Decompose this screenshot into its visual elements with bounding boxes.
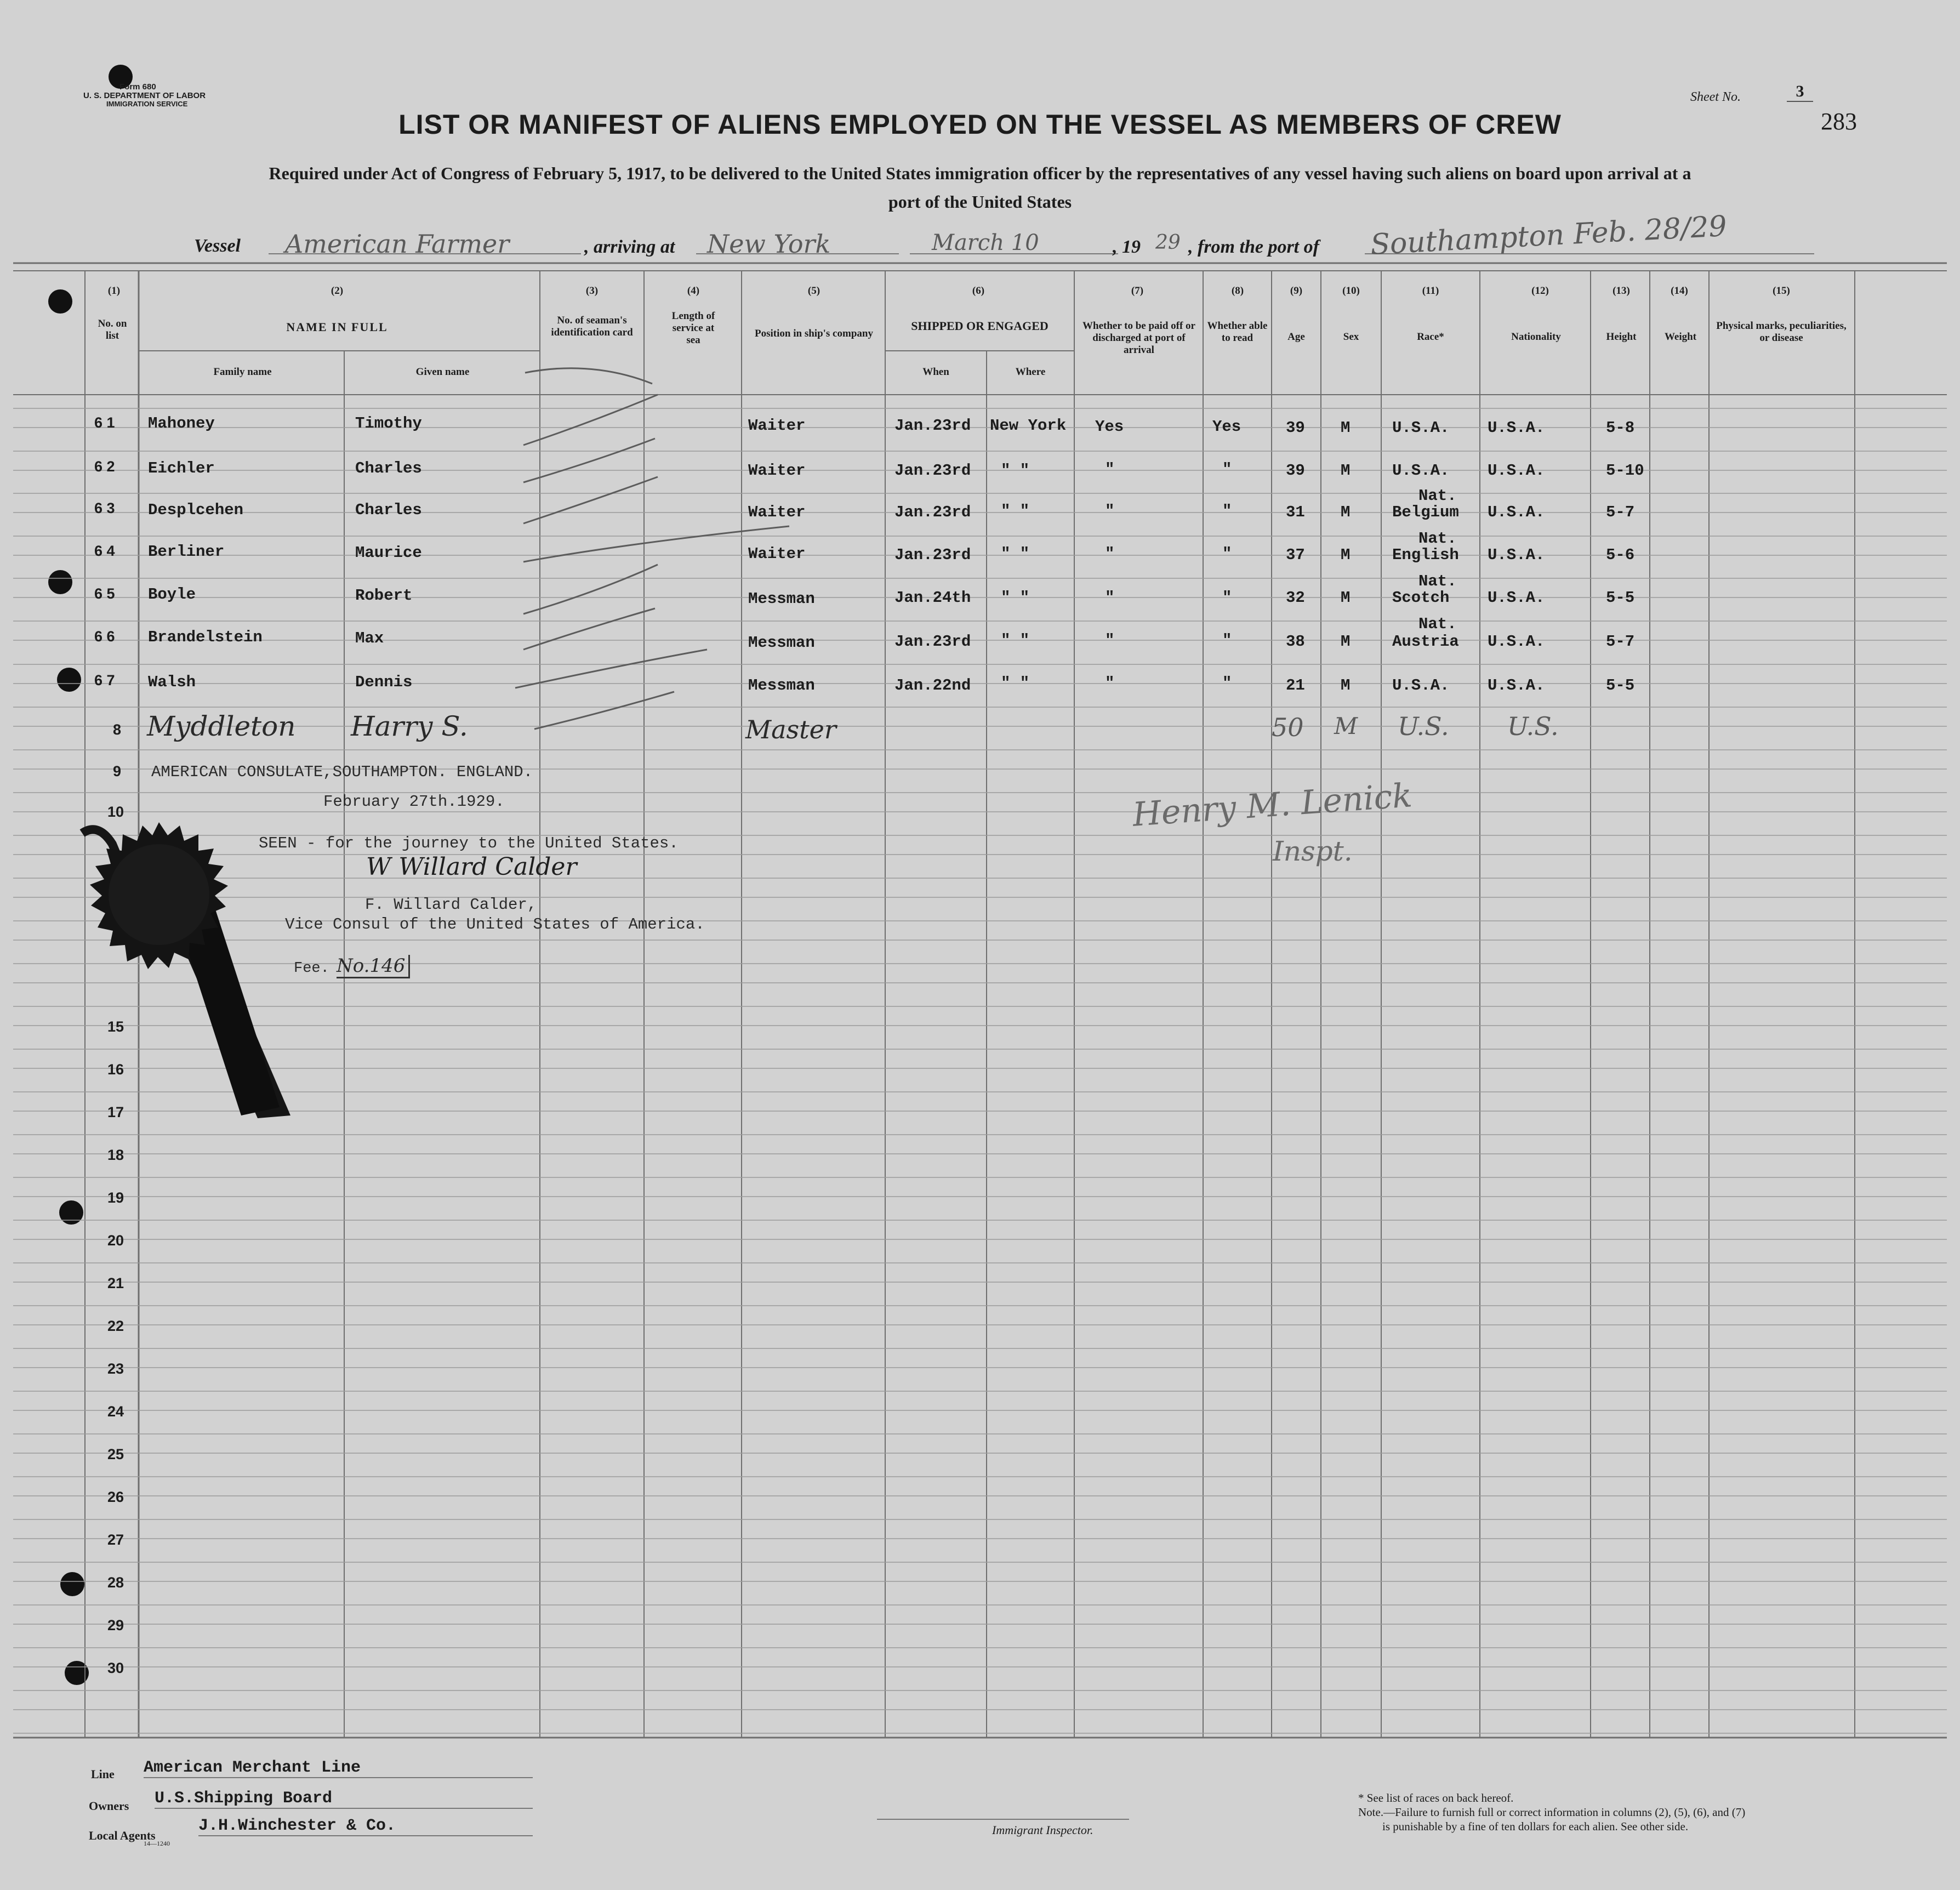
- nationality: U.S.A.: [1488, 676, 1545, 694]
- position: Messman: [748, 676, 815, 694]
- col-num-13: (13): [1613, 285, 1630, 297]
- master-nationality: U.S.: [1507, 711, 1559, 741]
- able-to-read: ": [1222, 631, 1232, 650]
- col-num-15: (15): [1773, 285, 1790, 297]
- year-prefix: , 19: [1113, 237, 1141, 257]
- col-num-4: (4): [687, 285, 700, 297]
- page-number: 283: [1821, 108, 1857, 135]
- arrival-date: March 10: [932, 230, 1039, 255]
- footer-owners-value: U.S.Shipping Board: [155, 1789, 533, 1809]
- sex: M: [1341, 462, 1351, 480]
- family-name: Brandelstein: [148, 628, 263, 646]
- subtitle-line-2: port of the United States: [888, 192, 1072, 212]
- line-number: 28: [107, 1574, 124, 1591]
- nationality: U.S.A.: [1488, 546, 1545, 564]
- family-name: Boyle: [148, 585, 196, 604]
- line-number: 16: [107, 1061, 124, 1078]
- height: 5-7: [1606, 633, 1635, 651]
- col-header-able-to-read: Whether able to read: [1207, 320, 1268, 344]
- family-name: Desplcehen: [148, 501, 244, 519]
- given-name: Timothy: [355, 414, 422, 432]
- able-to-read: ": [1222, 460, 1232, 479]
- master-sex: M: [1334, 713, 1358, 739]
- shipped-where: " ": [1001, 589, 1030, 607]
- shipped-when: Jan.23rd: [894, 462, 971, 480]
- paid-off: ": [1105, 674, 1115, 692]
- line-number: 15: [107, 1018, 124, 1035]
- given-name: Max: [355, 629, 384, 647]
- vessel-label: Vessel: [194, 236, 241, 256]
- sex: M: [1341, 589, 1351, 607]
- line-number: 27: [107, 1532, 124, 1548]
- vessel-name: American Farmer: [285, 229, 510, 259]
- fee-number: No.146: [337, 955, 410, 978]
- col-header-given-name: Given name: [415, 366, 470, 378]
- race: U.S.A.: [1392, 462, 1450, 480]
- paid-off: Yes: [1095, 418, 1124, 436]
- col-header-physical-marks: Physical marks, peculiarities, or disease: [1716, 320, 1847, 344]
- col-num-5: (5): [807, 285, 821, 297]
- shipped-where: " ": [1001, 545, 1030, 563]
- footer-line-label: Line: [91, 1767, 115, 1781]
- height: 5-5: [1606, 676, 1635, 694]
- line-number: 24: [107, 1403, 124, 1420]
- line-number: 30: [107, 1660, 124, 1676]
- race-note: Nat.: [1418, 572, 1457, 590]
- inspector-title: Inspt.: [1273, 835, 1353, 867]
- consul-title: Vice Consul of the United States of America.: [285, 915, 705, 933]
- height: 5-8: [1606, 419, 1635, 437]
- footer-line-value: American Merchant Line: [144, 1758, 533, 1778]
- col-header-id-card: No. of seaman's identification card: [551, 315, 633, 338]
- race: Belgium: [1392, 503, 1459, 521]
- sex: M: [1341, 633, 1351, 651]
- footer-agents-value: J.H.Winchester & Co.: [198, 1817, 533, 1836]
- given-name: Charles: [355, 501, 422, 519]
- position: Waiter: [748, 503, 806, 521]
- consulate-date: February 27th.1929.: [323, 793, 505, 811]
- line-number: 25: [107, 1446, 124, 1462]
- race: English: [1392, 546, 1459, 564]
- position: Waiter: [748, 545, 806, 563]
- age: 39: [1286, 419, 1305, 437]
- footer-note-1: * See list of races on back hereof.: [1358, 1791, 1514, 1804]
- paid-off: ": [1105, 460, 1115, 479]
- given-name: Robert: [355, 587, 413, 605]
- shipped-when: Jan.24th: [894, 589, 971, 607]
- col-num-3: (3): [585, 285, 599, 297]
- row-number: 6 5: [94, 585, 115, 602]
- nationality: U.S.A.: [1488, 589, 1545, 607]
- consulate-line: AMERICAN CONSULATE,SOUTHAMPTON. ENGLAND.: [151, 763, 533, 781]
- master-family-name: Myddleton: [147, 710, 296, 742]
- race: U.S.A.: [1392, 676, 1450, 694]
- line-number: 9: [113, 763, 122, 779]
- col-num-9: (9): [1290, 285, 1303, 297]
- shipped-when: Jan.23rd: [894, 633, 971, 651]
- form-number: Form 680: [119, 82, 156, 92]
- line-number: 21: [107, 1275, 124, 1291]
- from-label: , from the port of: [1188, 237, 1319, 257]
- row-number: 6 2: [94, 458, 115, 475]
- sex: M: [1341, 546, 1351, 564]
- shipped-when: Jan.23rd: [894, 503, 971, 521]
- line-number: 18: [107, 1147, 124, 1163]
- line-number: 17: [107, 1104, 124, 1120]
- race-note: Nat.: [1418, 530, 1457, 548]
- line-number: 22: [107, 1318, 124, 1334]
- row-number: 6 1: [94, 414, 115, 431]
- line-number: 29: [107, 1617, 124, 1633]
- col-num-12: (12): [1531, 285, 1549, 297]
- age: 32: [1286, 589, 1305, 607]
- position: Messman: [748, 634, 815, 652]
- arriving-label: , arriving at: [584, 237, 675, 257]
- paid-off: ": [1105, 631, 1115, 650]
- family-name: Eichler: [148, 459, 215, 477]
- sex: M: [1341, 503, 1351, 521]
- shipped-where: New York: [990, 417, 1067, 435]
- wax-seal-icon: [60, 800, 301, 1129]
- age: 21: [1286, 676, 1305, 694]
- footer-note-2: Note.—Failure to furnish full or correct information in columns (2), (5), (6), and (7): [1358, 1806, 1746, 1819]
- sex: M: [1341, 676, 1351, 694]
- given-name: Maurice: [355, 544, 422, 562]
- footer-form-code: 14—1240: [144, 1840, 170, 1847]
- nationality: U.S.A.: [1488, 462, 1545, 480]
- able-to-read: ": [1222, 589, 1232, 607]
- master-age: 50: [1272, 713, 1304, 742]
- able-to-read: Yes: [1212, 418, 1241, 436]
- able-to-read: ": [1222, 545, 1232, 563]
- col-num-2: (2): [331, 285, 344, 297]
- family-name: Berliner: [148, 543, 225, 561]
- age: 31: [1286, 503, 1305, 521]
- paid-off: ": [1105, 589, 1115, 607]
- col-num-1: (1): [107, 285, 121, 297]
- nationality: U.S.A.: [1488, 633, 1545, 651]
- line-number: 20: [107, 1232, 124, 1249]
- footer-agents-label: Local Agents: [89, 1829, 156, 1842]
- col-header-height: Height: [1606, 331, 1637, 343]
- col-header-name: NAME IN FULL: [286, 320, 388, 334]
- nationality: U.S.A.: [1488, 419, 1545, 437]
- page-title: LIST OR MANIFEST OF ALIENS EMPLOYED ON THE VESSEL AS MEMBERS OF CREW: [398, 109, 1562, 140]
- able-to-read: ": [1222, 502, 1232, 520]
- col-num-6: (6): [972, 285, 985, 297]
- master-position: Master: [745, 715, 836, 744]
- shipped-when: Jan.23rd: [894, 417, 971, 435]
- col-header-length-of-service: Length of service at sea: [671, 310, 715, 346]
- consul-signature: W Willard Calder: [366, 853, 577, 881]
- master-given-name: Harry S.: [351, 710, 468, 742]
- race-note: Nat.: [1418, 487, 1457, 505]
- shipped-where: " ": [1001, 502, 1030, 520]
- paid-off: ": [1105, 545, 1115, 563]
- row-number: 6 6: [94, 628, 115, 645]
- row-number: 6 4: [94, 543, 115, 559]
- shipped-when: Jan.23rd: [894, 546, 971, 564]
- line-number: 10: [107, 804, 124, 820]
- race: Austria: [1392, 633, 1459, 651]
- line-number: 19: [107, 1189, 124, 1206]
- family-name: Mahoney: [148, 414, 215, 432]
- from-port: Southampton Feb. 28/29: [1369, 210, 1728, 261]
- height: 5-10: [1606, 462, 1644, 480]
- arrival-year: 29: [1155, 231, 1181, 254]
- col-num-8: (8): [1231, 285, 1244, 297]
- row-number: 6 7: [94, 672, 115, 688]
- line-number: 26: [107, 1489, 124, 1505]
- position: Messman: [748, 590, 815, 608]
- col-header-shipped: SHIPPED OR ENGAGED: [911, 319, 1049, 333]
- col-header-number: No. on list: [98, 318, 127, 341]
- col-header-family-name: Family name: [213, 366, 272, 378]
- footer-note-3: is punishable by a fine of ten dollars for each alien. See other side.: [1382, 1820, 1689, 1833]
- col-header-nationality: Nationality: [1511, 331, 1561, 343]
- position: Waiter: [748, 462, 806, 480]
- col-header-when: When: [922, 366, 949, 378]
- sex: M: [1341, 419, 1351, 437]
- footer-owners-label: Owners: [89, 1799, 129, 1813]
- race: U.S.A.: [1392, 419, 1450, 437]
- col-header-age: Age: [1287, 331, 1305, 343]
- master-race: U.S.: [1398, 711, 1449, 741]
- arriving-port: New York: [707, 229, 831, 259]
- paid-off: ": [1105, 502, 1115, 520]
- col-num-10: (10): [1342, 285, 1360, 297]
- fee-label: Fee.: [294, 960, 329, 977]
- position: Waiter: [748, 417, 806, 435]
- inspector-signature-line: [877, 1819, 1129, 1820]
- row-number: 6 3: [94, 500, 115, 516]
- sheet-number: 3: [1787, 82, 1813, 102]
- given-name: Charles: [355, 459, 422, 477]
- line-number: 23: [107, 1360, 124, 1377]
- age: 38: [1286, 633, 1305, 651]
- col-num-14: (14): [1671, 285, 1688, 297]
- col-header-sex: Sex: [1343, 331, 1359, 343]
- age: 37: [1286, 546, 1305, 564]
- given-name: Dennis: [355, 673, 413, 691]
- age: 39: [1286, 462, 1305, 480]
- consulate-seen: SEEN - for the journey to the United States.: [259, 834, 679, 852]
- able-to-read: ": [1222, 674, 1232, 692]
- subtitle-line-1: Required under Act of Congress of February 5, 1917, to be delivered to the United States immigration officer by the representatives of any vessel having such aliens on board upon arrival at a: [269, 163, 1691, 183]
- height: 5-5: [1606, 589, 1635, 607]
- inspector-label: Immigrant Inspector.: [992, 1823, 1093, 1837]
- race: Scotch: [1392, 589, 1450, 607]
- shipped-when: Jan.22nd: [894, 676, 971, 694]
- col-header-position: Position in ship's company: [755, 328, 873, 339]
- shipped-where: " ": [1001, 631, 1030, 650]
- race-note: Nat.: [1418, 615, 1457, 633]
- col-num-11: (11): [1422, 285, 1439, 297]
- nationality: U.S.A.: [1488, 503, 1545, 521]
- row-number: 8: [113, 721, 122, 738]
- shipped-where: " ": [1001, 674, 1030, 692]
- sheet-label: Sheet No.: [1690, 90, 1741, 104]
- col-header-weight: Weight: [1664, 331, 1697, 343]
- col-num-7: (7): [1131, 285, 1144, 297]
- col-header-where: Where: [1015, 366, 1046, 378]
- department-name: U. S. DEPARTMENT OF LABOR: [83, 91, 206, 100]
- service-name: IMMIGRATION SERVICE: [106, 100, 188, 108]
- consul-name: F. Willard Calder,: [365, 896, 537, 914]
- height: 5-7: [1606, 503, 1635, 521]
- col-header-race: Race*: [1417, 331, 1444, 343]
- family-name: Walsh: [148, 673, 196, 691]
- shipped-where: " ": [1001, 462, 1030, 480]
- col-header-paid-off: Whether to be paid off or discharged at port of arrival: [1082, 320, 1195, 356]
- height: 5-6: [1606, 546, 1635, 564]
- inspector-signature: Henry M. Lenick: [1131, 776, 1414, 834]
